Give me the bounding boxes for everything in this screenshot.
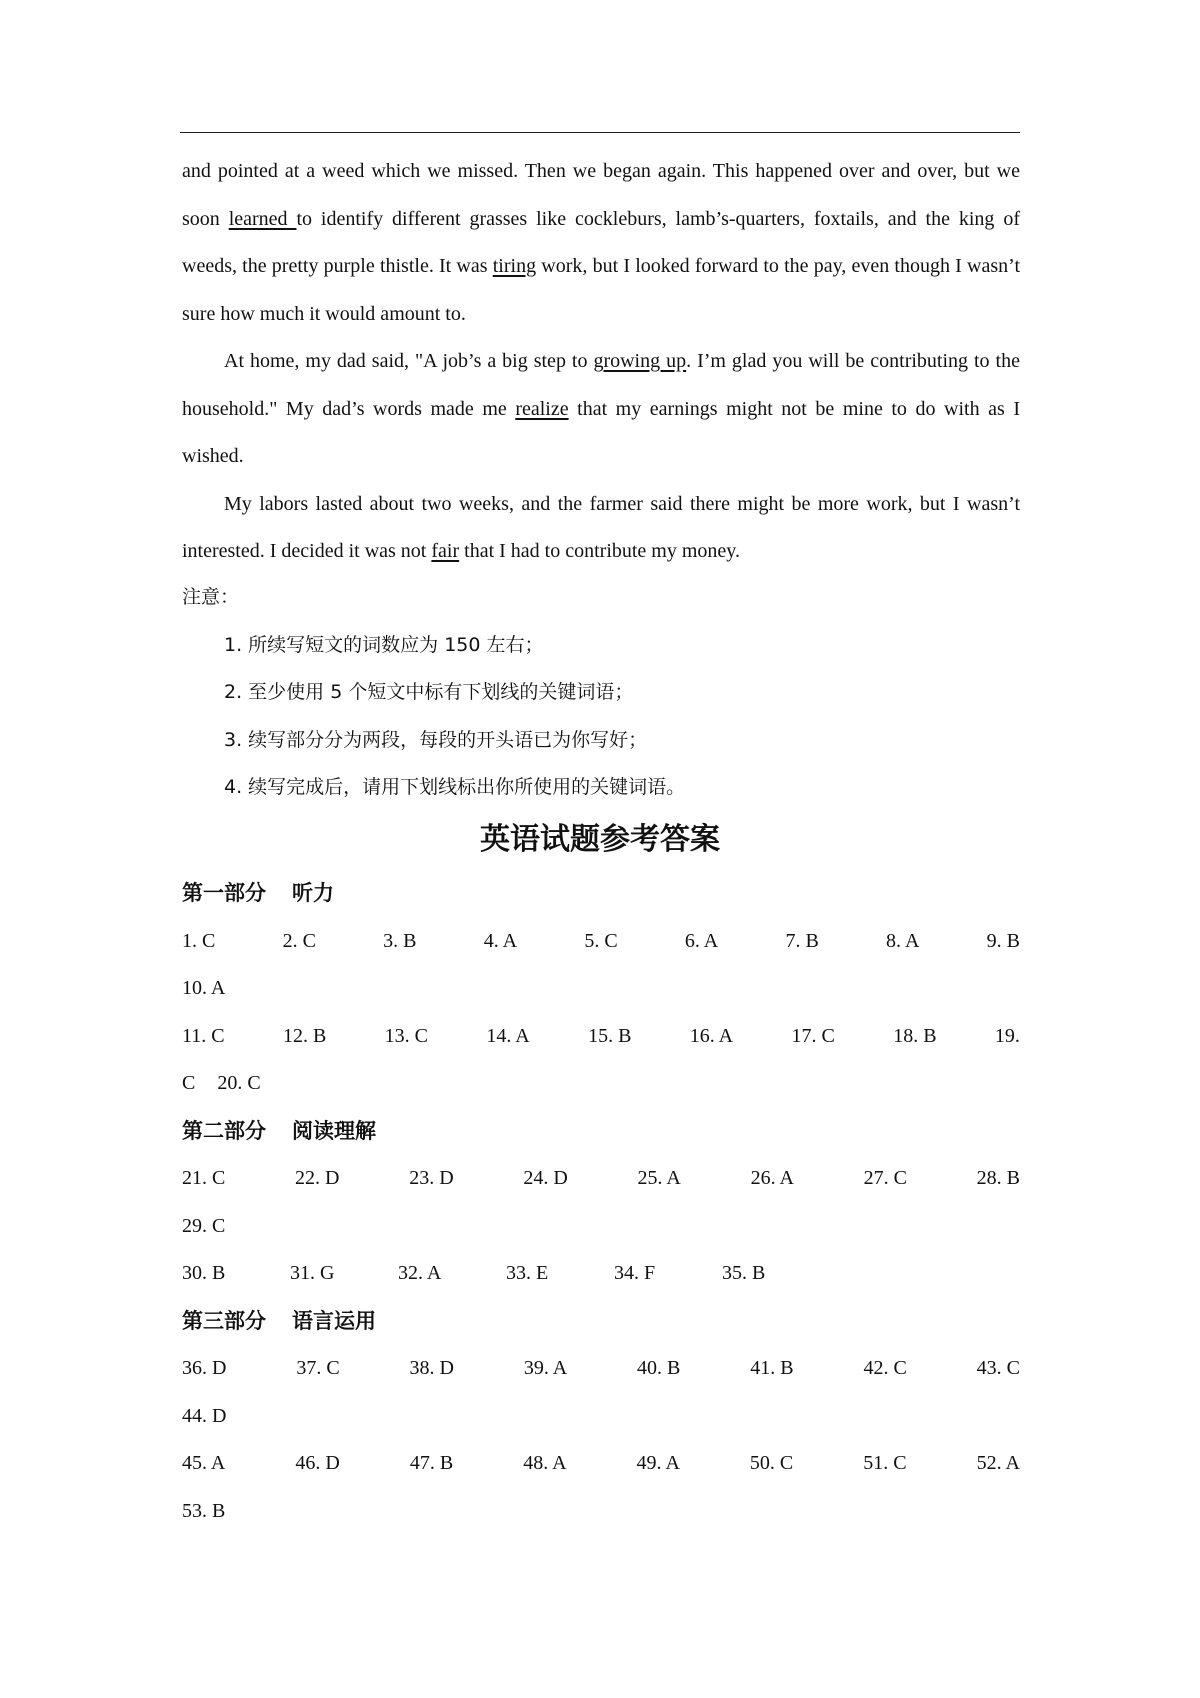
- answer-row: [182, 1345, 1020, 1393]
- answer-item: 40. B: [637, 1357, 681, 1379]
- answer-item: 25. A: [637, 1167, 681, 1189]
- story-paragraph: [182, 148, 1020, 338]
- answer-item: 53. B: [182, 1499, 226, 1522]
- answer-title: 英语试题参考答案: [480, 822, 720, 857]
- notes-block: [182, 574, 1020, 812]
- answer-item: 46. D: [295, 1452, 340, 1474]
- section-name: 听力: [292, 881, 334, 905]
- answer-item: 29. C: [182, 1214, 226, 1237]
- answer-item: 20. C: [217, 1072, 261, 1094]
- answer-item: 33. E: [506, 1262, 549, 1284]
- answer-item: 6. A: [684, 929, 719, 952]
- section-heading: [182, 1108, 1020, 1156]
- story-paragraph: [182, 338, 1020, 481]
- answer-item: 23. D: [409, 1167, 454, 1189]
- answer-item: 39. A: [523, 1357, 568, 1379]
- answer-item: 14. A: [486, 1024, 530, 1047]
- answer-item: C: [182, 1072, 196, 1094]
- answer-item: 32. A: [398, 1262, 442, 1284]
- answer-item: 36. D: [182, 1357, 227, 1379]
- answer-item: 5. C: [584, 929, 618, 952]
- answer-item: 35. B: [722, 1262, 766, 1284]
- answer-item: 12. B: [282, 1024, 327, 1047]
- answer-row: [182, 918, 1020, 966]
- answer-row: [182, 965, 1020, 1013]
- answer-item: 7. B: [785, 929, 819, 952]
- answer-row: [182, 1060, 1020, 1108]
- underlined-keyword: growing up: [593, 350, 687, 372]
- note-item: 1. 所续写短文的词数应为 150 左右；: [224, 633, 544, 656]
- answer-item: 18. B: [893, 1024, 937, 1047]
- answer-item: 28. B: [976, 1167, 1020, 1189]
- answer-item: 13. C: [384, 1024, 429, 1047]
- header-rule: [180, 132, 1020, 133]
- underlined-keyword: fair: [431, 540, 460, 562]
- section-part: 第二部分: [182, 1118, 266, 1143]
- answer-row: [182, 1250, 1020, 1298]
- answer-item: 17. C: [791, 1024, 835, 1047]
- text-run: work, but I looked forward to the pay, even though I wasn’t sure how much it would amount to.: [182, 255, 1020, 325]
- answer-item: 15. B: [588, 1024, 632, 1047]
- section-part: 第一部分: [182, 881, 266, 905]
- answer-row: [182, 1013, 1020, 1061]
- section-part: 第三部分: [182, 1308, 266, 1333]
- underlined-keyword: realize: [515, 397, 569, 420]
- text-run: My labors lasted about two weeks, and the farmer said there might be more work, but I wasn’t interested. I decided it was not: [182, 492, 1020, 562]
- story-text: [182, 148, 1020, 576]
- answer-item: 8. A: [886, 929, 920, 952]
- answer-key: [182, 870, 1020, 1535]
- answer-item: 22. D: [295, 1167, 340, 1189]
- answer-item: 2. C: [282, 929, 316, 952]
- answer-item: 10. A: [182, 977, 226, 999]
- answer-row: [182, 1393, 1020, 1441]
- answer-item: 4. A: [483, 929, 518, 952]
- answer-item: 43. C: [976, 1357, 1020, 1379]
- answer-item: 37. C: [296, 1357, 340, 1379]
- answer-item: 3. B: [383, 929, 417, 952]
- answer-item: 44. D: [182, 1404, 227, 1427]
- answer-item: 48. A: [523, 1452, 567, 1474]
- answer-item: 52. A: [976, 1452, 1020, 1474]
- answer-item: 26. A: [750, 1167, 794, 1189]
- answer-item: 16. A: [689, 1024, 734, 1047]
- text-run: to identify different grasses like cockleburs, lamb’s-quarters, foxtails, and the king of weeds, the pretty purple thistle. It was: [182, 207, 1020, 277]
- answer-item: 49. A: [636, 1452, 680, 1474]
- answer-item: 51. C: [863, 1452, 907, 1474]
- answer-item: 50. C: [749, 1452, 794, 1474]
- text-run: . I’m glad you will be contributing to the household." My dad’s words made me: [182, 350, 1020, 420]
- answer-item: 11. C: [182, 1024, 225, 1047]
- story-paragraph: [182, 481, 1020, 576]
- note-item: 3. 续写部分分为两段，每段的开头语已为你写好；: [224, 728, 648, 751]
- answer-item: 34. F: [614, 1262, 656, 1284]
- answer-item: 21. C: [182, 1167, 226, 1189]
- underlined-keyword: learned: [228, 207, 297, 230]
- notes-heading: 注意：: [182, 586, 240, 608]
- note-item: 2. 至少使用 5 个短文中标有下划线的关键词语；: [224, 681, 634, 703]
- answer-row: [182, 1440, 1020, 1488]
- answer-item: 42. C: [863, 1357, 907, 1379]
- answer-item: 27. C: [863, 1167, 907, 1189]
- answer-item: 1. C: [182, 929, 216, 952]
- section-heading: [182, 870, 1020, 918]
- text-run: that I had to contribute my money.: [459, 540, 740, 562]
- answer-item: 41. B: [750, 1357, 794, 1379]
- answer-item: 38. D: [409, 1357, 454, 1379]
- underlined-keyword: tiring: [492, 255, 537, 277]
- answer-row: [182, 1203, 1020, 1251]
- answer-item: 31. G: [290, 1262, 335, 1284]
- answer-item: 19.: [994, 1024, 1020, 1047]
- answer-row: [182, 1488, 1020, 1536]
- answer-item: 47. B: [409, 1452, 454, 1474]
- answer-item: 30. B: [182, 1262, 226, 1284]
- section-name: 语言运用: [292, 1308, 376, 1333]
- text-run: At home, my dad said, "A job’s a big step to: [224, 350, 594, 372]
- answer-item: 45. A: [182, 1452, 226, 1474]
- answer-item: 24. D: [523, 1167, 568, 1189]
- section-heading: [182, 1298, 1020, 1346]
- text-run: that my earnings might not be mine to do with as I wished.: [182, 397, 1021, 467]
- note-item: 4. 续写完成后，请用下划线标出你所使用的关键词语。: [224, 776, 686, 798]
- section-name: 阅读理解: [292, 1118, 376, 1143]
- answer-item: 9. B: [986, 929, 1020, 952]
- text-run: and pointed at a weed which we missed. Then we began again. This happened over and over, but we soon: [182, 160, 1020, 230]
- answer-row: [182, 1155, 1020, 1203]
